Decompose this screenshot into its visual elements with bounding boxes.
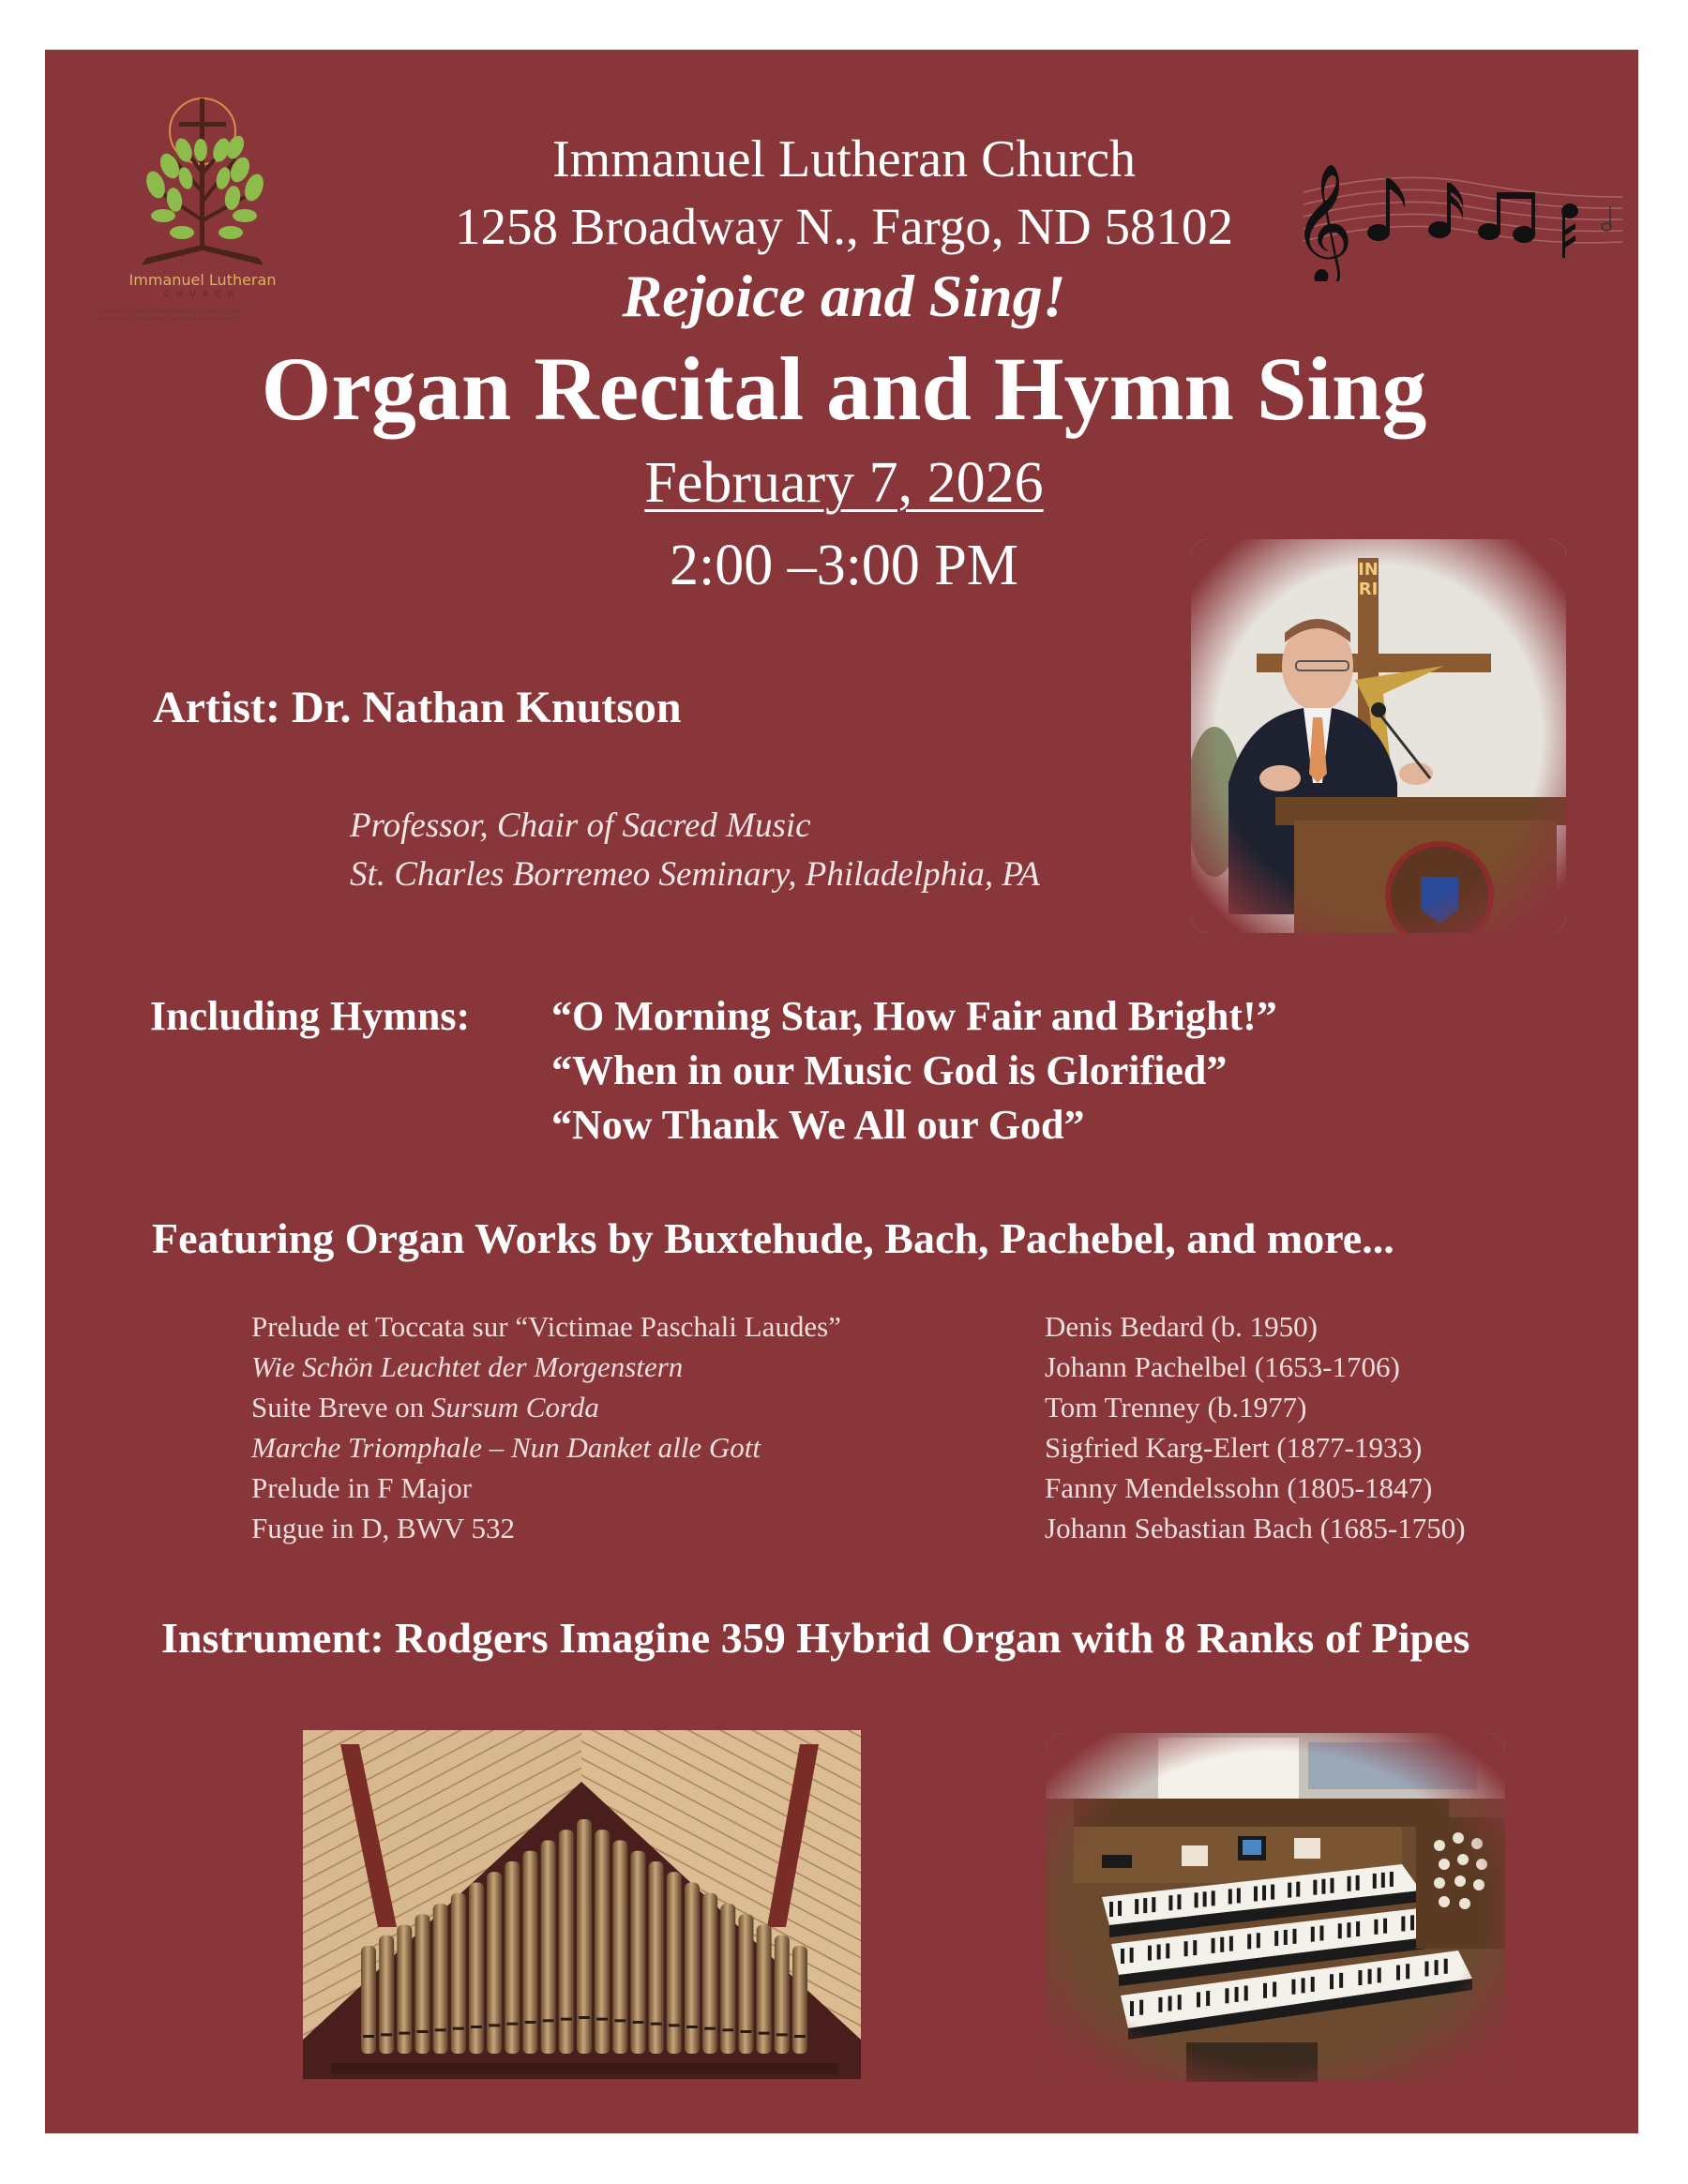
program-composers — [1045, 1306, 1466, 1548]
instrument-value: Rodgers Imagine 359 Hybrid Organ with 8 Ranks of Pipes — [395, 1614, 1470, 1662]
organ-pipe-mouth — [596, 2018, 608, 2021]
instrument-label: Instrument: — [161, 1614, 384, 1662]
artist-role-institution: St. Charles Borremeo Seminary, Philadelphia, PA — [350, 855, 1040, 894]
hymns-label: Including Hymns: — [150, 993, 471, 1039]
organ-pipe-mouth — [722, 2028, 733, 2031]
instrument-line — [161, 1611, 1469, 1665]
organ-pipe-mouth — [741, 2030, 752, 2033]
program-composer: Tom Trenney (b.1977) — [1045, 1391, 1307, 1423]
program-work: Suite Breve on Sursum Corda — [251, 1391, 599, 1423]
organ-pipe-mouth — [686, 2026, 698, 2028]
tree-cross-book-logo-icon — [90, 80, 315, 267]
organ-pipe-mouth — [614, 2019, 625, 2022]
organ-console-photo-image — [1046, 1733, 1505, 2082]
hymn-list — [551, 989, 1277, 1152]
program-work: Marche Triomphale – Nun Danket alle Gott — [251, 1431, 761, 1464]
artist-role — [350, 802, 1040, 899]
organ-pipe-mouth — [561, 2018, 572, 2021]
organ-pipe-mouth — [525, 2021, 536, 2024]
event-date-text: February 7, 2026 — [644, 451, 1044, 515]
organ-pipe-mouth — [579, 2016, 590, 2019]
organ-pipes-photo — [303, 1730, 861, 2079]
logo-tagline-line2: Branching out to serve. Bearing fruits of faith. — [99, 315, 240, 323]
church-address: 1258 Broadway N., Fargo, ND 58102 — [454, 198, 1234, 255]
church-name: Immanuel Lutheran Church — [551, 130, 1136, 188]
program-work: Wie Schön Leuchtet der Morgenstern — [251, 1350, 684, 1383]
music-notes-staff-icon — [1285, 141, 1632, 281]
logo-subtitle: CHURCH — [163, 290, 242, 298]
logo-name: Immanuel Lutheran — [128, 271, 277, 289]
church-logo — [90, 80, 315, 333]
organ-pipe-mouth — [651, 2023, 662, 2026]
program-work: Prelude in F Major — [251, 1471, 473, 1504]
program-composer: Denis Bedard (b. 1950) — [1045, 1310, 1318, 1343]
artist-role-title: Professor, Chair of Sacred Music — [350, 806, 811, 845]
hymn-item: “Now Thank We All our God” — [551, 1102, 1085, 1148]
organ-pipe-mouth — [399, 2032, 410, 2035]
organ-pipe-mouth — [453, 2027, 464, 2030]
event-tagline: Rejoice and Sing! — [622, 263, 1066, 329]
organ-pipe-mouth — [776, 2033, 788, 2036]
crucifix-inri-text: INRI — [1358, 560, 1379, 599]
music-notes-decoration — [1285, 141, 1632, 281]
organ-pipe-mouth — [759, 2032, 770, 2035]
program-composer: Sigfried Karg-Elert (1877-1933) — [1045, 1431, 1423, 1464]
organ-pipe-mouth — [506, 2023, 518, 2026]
organ-pipe-mouth — [471, 2026, 482, 2028]
program-composer: Fanny Mendelssohn (1805-1847) — [1045, 1471, 1433, 1504]
organ-pipes-photo-image — [303, 1730, 861, 2079]
event-date — [375, 445, 1313, 520]
hymn-item: “When in our Music God is Glorified” — [551, 1047, 1228, 1093]
program-composer: Johann Pachelbel (1653-1706) — [1045, 1350, 1400, 1383]
organ-pipe-mouth — [417, 2030, 429, 2033]
artist-name: Artist: Dr. Nathan Knutson — [153, 683, 682, 732]
organ-console-photo — [1046, 1733, 1505, 2082]
organ-pipe-mouth — [669, 2024, 680, 2026]
artist-at-podium-photo — [1191, 539, 1566, 933]
organ-pipe-mouth — [489, 2024, 500, 2026]
organ-pipe-mouth — [704, 2027, 716, 2030]
logo-tagline — [99, 307, 315, 324]
organ-pipe-mouth — [435, 2028, 446, 2031]
artist-photo — [1191, 539, 1566, 933]
hymn-item: “O Morning Star, How Fair and Bright!” — [551, 993, 1277, 1039]
program-work: Fugue in D, BWV 532 — [251, 1512, 516, 1544]
organ-pipe-mouth — [381, 2033, 392, 2036]
event-title: Organ Recital and Hymn Sing — [261, 339, 1427, 439]
svg-text:𝄞: 𝄞 — [1292, 162, 1354, 281]
organ-pipe-mouth — [543, 2019, 554, 2022]
program-work: Prelude et Toccata sur “Victimae Paschali Laudes” — [251, 1310, 841, 1343]
event-time: 2:00 –3:00 PM — [669, 534, 1019, 597]
organ-pipe-mouth — [794, 2035, 806, 2038]
featuring-heading: Featuring Organ Works by Buxtehude, Bach, Pachebel, and more... — [152, 1214, 1394, 1262]
organ-pipe-mouth — [363, 2035, 374, 2038]
program-works — [251, 1306, 841, 1548]
organ-pipe-mouth — [633, 2021, 644, 2024]
program-composer: Johann Sebastian Bach (1685-1750) — [1045, 1512, 1466, 1544]
logo-tagline-line1: Rooted in God's Word. Growing in Christ's love. — [99, 307, 244, 314]
